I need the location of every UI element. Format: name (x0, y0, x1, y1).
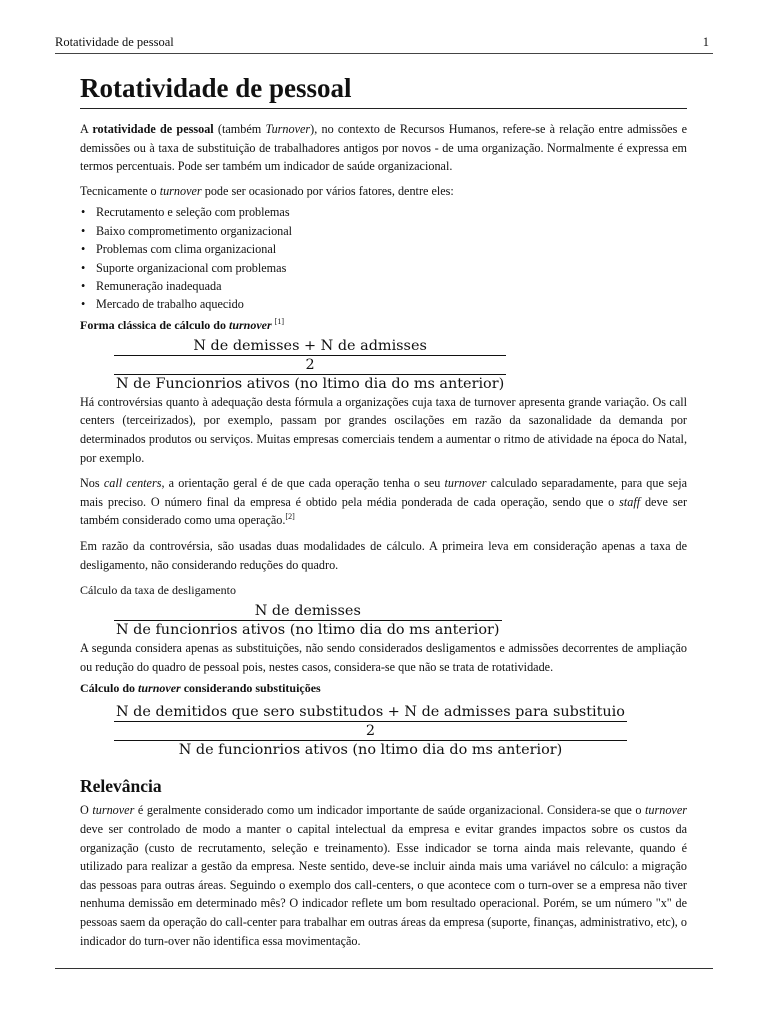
running-title: Rotatividade de pessoal (55, 35, 174, 49)
running-header (55, 35, 713, 54)
bullet-icon: • (81, 242, 86, 257)
citation-link[interactable]: [2] (285, 512, 295, 522)
bullet-icon: • (81, 205, 86, 220)
factors-list (80, 203, 687, 313)
formula-denominator: N de funcionrios ativos (no ltimo dia do ms anterior) (116, 622, 500, 639)
formula2-label: Cálculo da taxa de desligamento (80, 583, 236, 598)
page-title: Rotatividade de pessoal (80, 70, 687, 109)
factors-intro: Tecnicamente o turnover pode ser ocasionado por vários fatores, dentre eles: (80, 183, 454, 198)
footer-divider (55, 968, 713, 969)
modalidades-paragraph: Em razão da controvérsia, são usadas duas modalidades de cálculo. A primeira leva em consideração apenas a taxa de desligamento, não considerando reduções do quadro. (80, 538, 687, 572)
bullet-icon: • (81, 260, 86, 275)
formula-classic (114, 337, 506, 393)
citation-link[interactable]: [1] (274, 316, 284, 326)
formula-middle: 2 (114, 355, 506, 374)
list-item: • Baixo comprometimento organizacional (80, 222, 687, 240)
formula-denominator: N de funcionrios ativos (no ltimo dia do ms anterior) (114, 740, 627, 759)
bullet-icon: • (81, 223, 86, 238)
formula-numerator: N de demitidos que sero substitudos + N de admisses para substituio (116, 704, 625, 721)
segunda-paragraph: A segunda considera apenas as substituições, não sendo considerados desligamentos e admissões decorrentes de ampliação ou redução do quadro de pessoal pois, nestes casos, considera-se que não se trata de rotatividade. (80, 641, 687, 674)
formula-numerator: N de demisses (254, 603, 361, 620)
list-item: • Recrutamento e seleção com problemas (80, 203, 687, 221)
formula3-label: Cálculo do turnover considerando substituições (80, 681, 321, 696)
list-item: • Problemas com clima organizacional (80, 240, 687, 258)
page-number: 1 (702, 35, 709, 49)
article-body (80, 70, 687, 950)
formula-substituicoes (114, 703, 627, 759)
controversy-paragraph: Há controvérsias quanto à adequação desta fórmula a organizações cuja taxa de turnover apresenta grande variação. Os call centers (terceirizados), por exemplo, passam por grandes oscilações em razão da sazonalidade da demanda por determinados produtos ou serviços. Muitas empresas comerciais tendem a aumentar o ritmo de atividade na época do Natal, por exemplo. (80, 394, 687, 465)
relevancia-paragraph: O turnover é geralmente considerado como um indicador importante de saúde organizacional. Considera-se que o turnover deve ser controlado de modo a manter o capital intelectual da empresa e evitar grandes impactos sobre os custos da organização (custo de recrutamento, seleção e treinamento). Esse indicador se torna ainda mais relevante, quando é utilizado para realizar a gestão da empresa. Neste sentido, deve-se incluir ainda mais uma variável no cálculo: a migração das pessoas para outras áreas. Seguindo o exemplo dos call-centers, o que acontece com o turn-over se a empresa não tiver nenhuma demissão em determinado mês? O indicador reflete um bom resultado operacional. Porém, se um número "x" de pessoas saem da operação do call-center para trabalhar em outras áreas da empresa (suporte, finanças, administrativo, etc), o indicador do turn-over não identifica essa movimentação. (80, 803, 687, 948)
list-item: • Remuneração inadequada (80, 277, 687, 295)
formula-desligamento (114, 602, 502, 639)
section-heading-relevancia: Relevância (80, 776, 162, 797)
bullet-icon: • (81, 279, 86, 293)
formula-numerator: N de demisses + N de admisses (193, 337, 427, 354)
formula1-label: Forma clássica de cálculo do turnover [1] (80, 316, 284, 332)
list-item: • Suporte organizacional com problemas (80, 259, 687, 277)
list-item: • Mercado de trabalho aquecido (80, 295, 687, 313)
intro-paragraph: A rotatividade de pessoal (também Turnover), no contexto de Recursos Humanos, refere-se à relação entre admissões e demissões ou à taxa de substituição de trabalhadores antigos por novos - de uma organização. Normalmente é expressa em termos percentuais. Pode ser também um indicador de saúde organizacional. (80, 122, 687, 174)
formula-middle: 2 (114, 721, 627, 740)
callcenters-paragraph: Nos call centers, a orientação geral é de que cada operação tenha o seu turnover calculado separadamente, para que seja mais preciso. O número final da empresa é obtido pela média ponderada de cada operação, sendo que o staff deve ser também considerado como uma operação.[2] (80, 476, 688, 528)
bullet-icon: • (81, 297, 86, 312)
formula-denominator: N de Funcionrios ativos (no ltimo dia do ms anterior) (116, 375, 505, 392)
